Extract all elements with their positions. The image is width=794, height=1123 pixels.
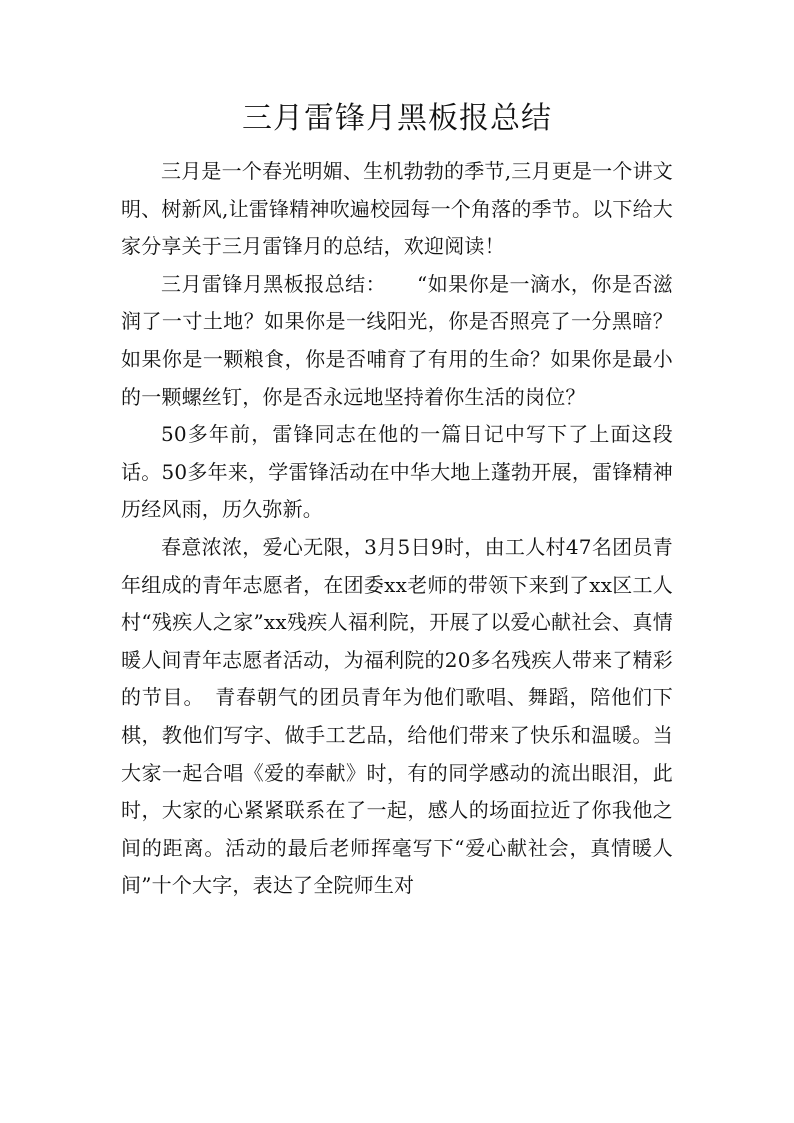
paragraph-quote: 三月雷锋月黑板报总结： “如果你是一滴水，你是否滋润了一寸土地？如果你是一线阳光，你是否照亮了一分黑暗？如果你是一颗粮食，你是否哺育了有用的生命？如果你是最小的一颗螺丝钉，你是否永远地坚持着你生活的岗位？: [121, 271, 673, 409]
document-body: [121, 153, 673, 905]
paragraph-intro: 三月是一个春光明媚、生机勃勃的季节,三月更是一个讲文明、树新风,让雷锋精神吹遍校园每一个角落的季节。以下给大家分享关于三月雷锋月的总结，欢迎阅读！: [121, 159, 673, 259]
paragraph-activity: 春意浓浓，爱心无限，3月5日9时，由工人村47名团员青年组成的青年志愿者，在团委xx老师的带领下来到了xx区工人村“残疾人之家”xx残疾人福利院，开展了以爱心献社会、真情暖人间青年志愿者活动，为福利院的20多名残疾人带来了精彩的节目。 青春朝气的团员青年为他们歌唱、舞蹈，陪他们下棋，教他们写字、做手工艺品，给他们带来了快乐和温暖。当大家一起合唱《爱的奉献》时，有的同学感动的流出眼泪，此时，大家的心紧紧联系在了一起，感人的场面拉近了你我他之间的距离。活动的最后老师挥毫写下“爱心献社会，真情暖人间”十个大字，表达了全院师生对: [121, 534, 673, 898]
paragraph-history: 50多年前，雷锋同志在他的一篇日记中写下了上面这段话。50多年来，学雷锋活动在中华大地上蓬勃开展，雷锋精神历经风雨，历久弥新。: [121, 422, 673, 522]
document-title: 三月雷锋月黑板报总结: [242, 101, 552, 136]
